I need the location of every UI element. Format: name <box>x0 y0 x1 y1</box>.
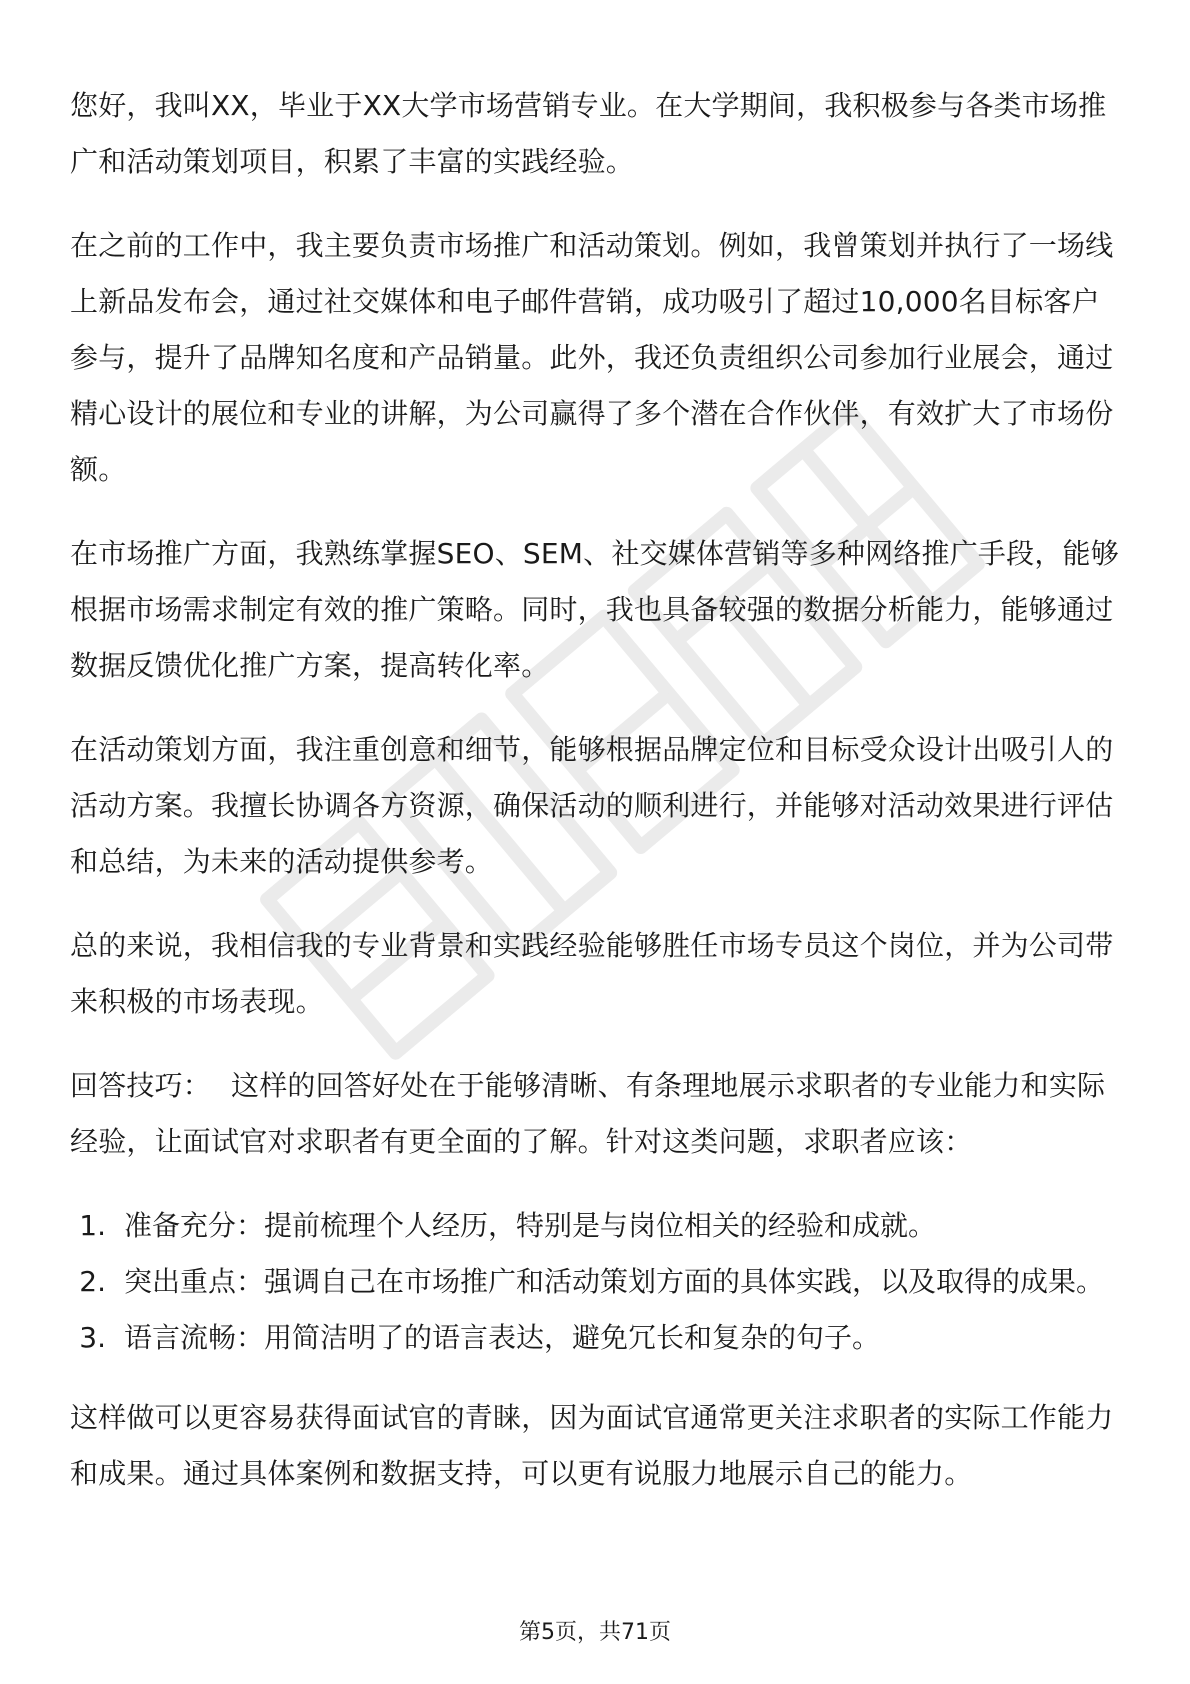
list-item-text: 语言流畅：用简洁明了的语言表达，避免冗长和复杂的句子。 <box>124 1321 881 1354</box>
list-item-text: 准备充分：提前梳理个人经历，特别是与岗位相关的经验和成就。 <box>124 1209 937 1242</box>
paragraph-marketing-skills: 在市场推广方面，我熟练掌握SEO、SEM、社交媒体营销等多种网络推广手段，能够根据市场需求制定有效的推广策略。同时，我也具备较强的数据分析能力，能够通过数据反馈优化推广方案，提高转化率。 <box>70 537 1119 682</box>
paragraph-summary: 总的来说，我相信我的专业背景和实践经验能够胜任市场专员这个岗位，并为公司带来积极的市场表现。 <box>70 929 1114 1018</box>
answer-tip <box>70 1058 1120 1170</box>
document-body <box>70 78 1120 1530</box>
list-item <box>70 1254 1120 1310</box>
tips-list <box>70 1198 1120 1366</box>
paragraph-intro: 您好，我叫XX，毕业于XX大学市场营销专业。在大学期间，我积极参与各类市场推广和活动策划项目，积累了丰富的实践经验。 <box>70 89 1107 178</box>
answer-tip-label: 回答技巧： <box>70 1069 212 1102</box>
list-item <box>70 1310 1120 1366</box>
list-item-number: 3. <box>79 1321 106 1354</box>
paragraph-work-experience: 在之前的工作中，我主要负责市场推广和活动策划。例如，我曾策划并执行了一场线上新品发布会，通过社交媒体和电子邮件营销，成功吸引了超过10,000名目标客户参与，提升了品牌知名度和产品销量。此外，我还负责组织公司参加行业展会，通过精心设计的展位和专业的讲解，为公司赢得了多个潜在合作伙伴，有效扩大了市场份额。 <box>70 229 1114 486</box>
list-item-number: 2. <box>79 1265 106 1298</box>
list-item-number: 1. <box>79 1209 106 1242</box>
answer-tip-text: 这样的回答好处在于能够清晰、有条理地展示求职者的专业能力和实际经验，让面试官对求职者有更全面的了解。针对这类问题，求职者应该： <box>70 1069 1106 1158</box>
list-item <box>70 1198 1120 1254</box>
paragraph-event-planning: 在活动策划方面，我注重创意和细节，能够根据品牌定位和目标受众设计出吸引人的活动方案。我擅长协调各方资源，确保活动的顺利进行，并能够对活动效果进行评估和总结，为未来的活动提供参考。 <box>70 733 1114 878</box>
list-item-text: 突出重点：强调自己在市场推广和活动策划方面的具体实践，以及取得的成果。 <box>124 1265 1105 1298</box>
page-number-footer: 第5页，共71页 <box>519 1620 671 1645</box>
paragraph-closing: 这样做可以更容易获得面试官的青睐，因为面试官通常更关注求职者的实际工作能力和成果。通过具体案例和数据支持，可以更有说服力地展示自己的能力。 <box>70 1401 1114 1490</box>
